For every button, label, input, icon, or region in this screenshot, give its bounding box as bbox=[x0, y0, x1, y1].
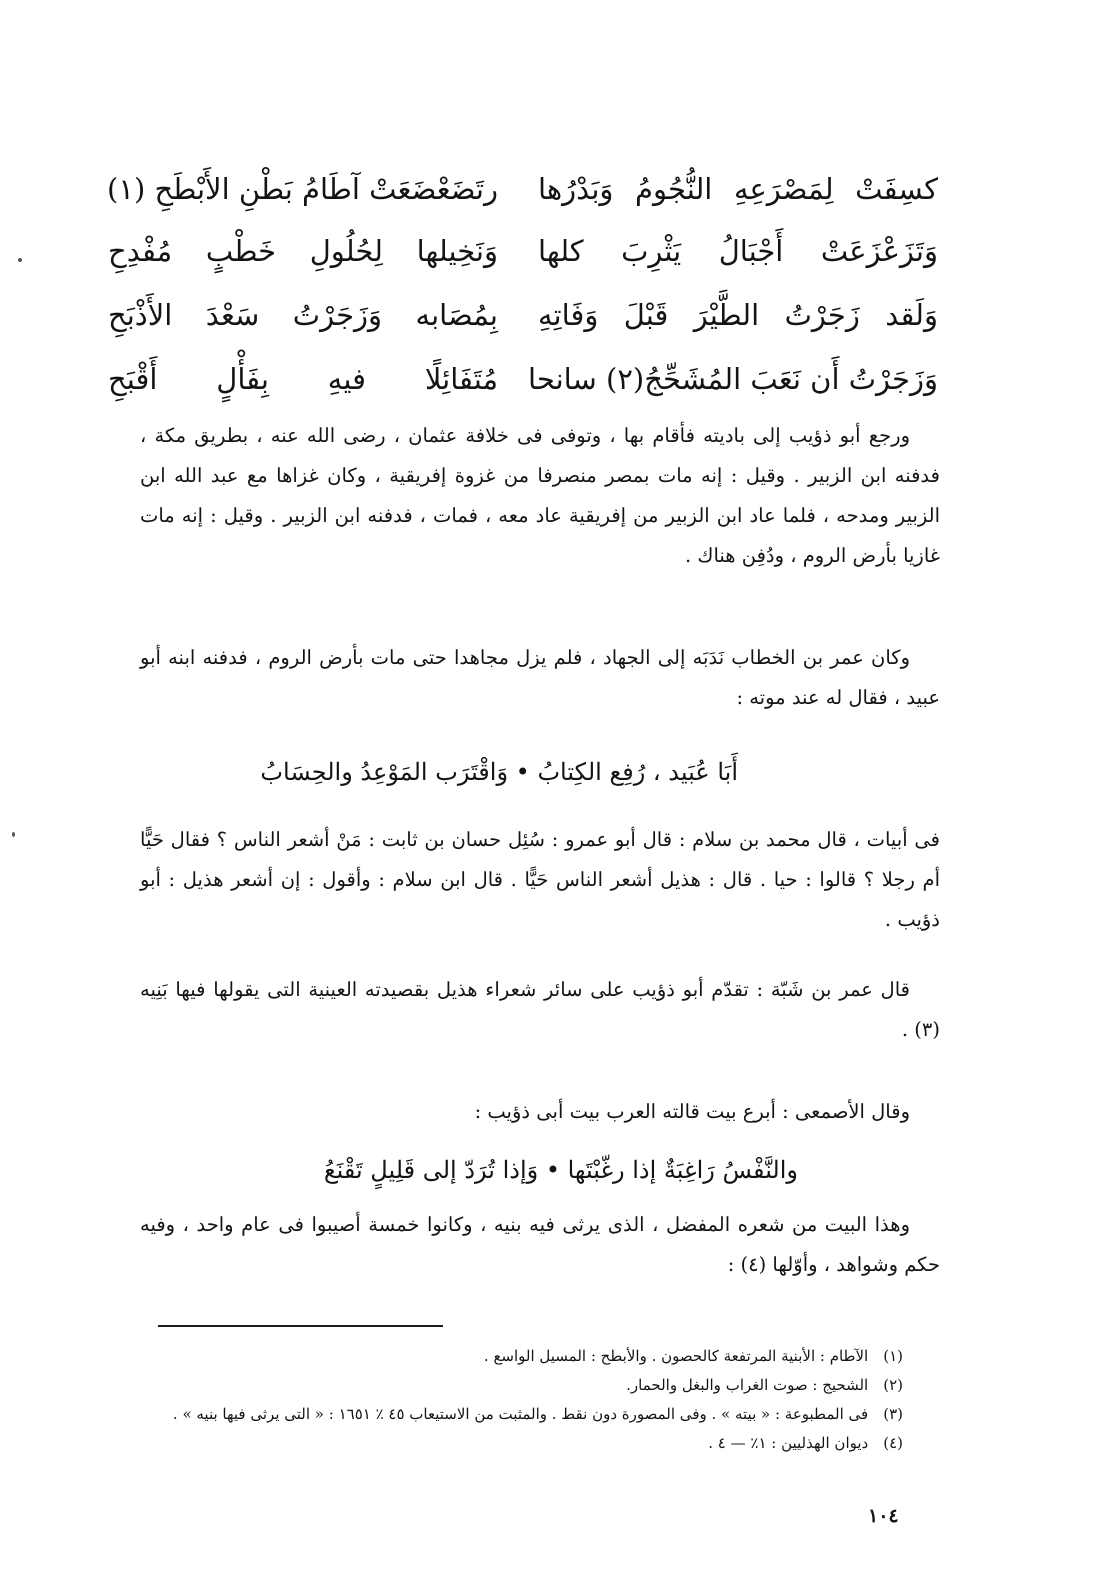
footnote-3 bbox=[123, 1400, 903, 1429]
poem-line-3 bbox=[0, 286, 1098, 344]
hemistich-first: كسِفَتْ لِمَصْرَعِهِ النُّجُومُ وَبَدْرُها bbox=[538, 172, 938, 206]
footnote-text: الشحيج : صوت الغراب والبغل والحمار. bbox=[626, 1376, 869, 1394]
footnote-number: (٤) bbox=[883, 1434, 903, 1452]
footnote-1 bbox=[123, 1342, 903, 1371]
footnote-text: ديوان الهذليين : ١٪ — ٤ . bbox=[708, 1434, 869, 1452]
footnotes bbox=[123, 1342, 903, 1458]
hemistich-second: وَنَخِيلها لِحُلُولِ خَطْبٍ مُفْدِحِ bbox=[108, 234, 498, 268]
footnote-text: الآطام : الأبنية المرتفعة كالحصون . والأبطح : المسيل الواسع . bbox=[483, 1347, 869, 1365]
footnote-4 bbox=[123, 1429, 903, 1458]
hemistich-first: وَزَجَرْتُ أَن نَعَبَ المُشَحِّجُ(٢) سانحا bbox=[528, 362, 938, 396]
poem-line-1 bbox=[0, 160, 1098, 218]
footnote-2 bbox=[123, 1371, 903, 1400]
hemistich-second: مُتَفَائِلًا فيهِ بِفَأْلٍ أَقْبَحِ bbox=[108, 362, 498, 396]
hemistich-second: رتَضَعْضَعَتْ آطَامُ بَطْنِ الأَبْطَحِ (١) bbox=[107, 172, 498, 206]
paragraph-death: ورجع أبو ذؤيب إلى باديته فأقام بها ، وتوفى فى خلافة عثمان ، رضى الله عنه ، بطريق مكة ، فدفنه ابن الزبير . وقيل : إنه مات بمصر منصرفا من غزوة إفريقية ، وكان غزاها مع عبد الله ابن الزبير ومدحه ، فلما عاد ابن الزبير من إفريقية عاد معه ، فمات ، فدفنه ابن الزبير . وقيل : إنه مات غازيا بأرض الروم ، ودُفِن هناك . bbox=[140, 424, 940, 567]
paragraph-hassan: فى أبيات ، قال محمد بن سلام : قال أبو عمرو : سُئِل حسان بن ثابت : مَنْ أشعر الناس ؟ فقال حَيًّا أم رجلا ؟ قالوا : حيا . قال : هذيل أشعر الناس حَيًّا . قال ابن سلام : وأقول : إن أشعر هذيل : أبو ذؤيب . bbox=[140, 828, 940, 931]
poem-line-4 bbox=[0, 350, 1098, 408]
paragraph-umar: وكان عمر بن الخطاب نَدَبَه إلى الجهاد ، فلم يزل مجاهدا حتى مات بأرض الروم ، فدفنه ابنه أبو عبيد ، فقال له عند موته : bbox=[140, 646, 940, 709]
footnote-text: فى المطبوعة : « بيته » . وفى المصورة دون نقط . والمثبت من الاستيعاب ٤٥ ٪ ١٦٥١ : « التى يرثى فيها بنيه » . bbox=[172, 1405, 869, 1423]
verse-nafs: والنَّفْسُ رَاغِبَةٌ إذا رغّبْتَها • وَإذا تُرَدّ إلى قَلِيلٍ تَقْنَعُ bbox=[323, 1156, 798, 1184]
paragraph-mufaddal: وهذا البيت من شعره المفضل ، الذى يرثى فيه بنيه ، وكانوا خمسة أصيبوا فى عام واحد ، وفيه حكم وشواهد ، وأوّلها (٤) : bbox=[140, 1213, 940, 1276]
hemistich-first: وَلَقد زَجَرْتُ الطَّيْرَ قَبْلَ وَفَاتِهِ bbox=[538, 298, 938, 332]
page-number: ١٠٤ bbox=[868, 1505, 899, 1527]
scan-speck bbox=[18, 258, 22, 262]
paragraph-shabba: قال عمر بن شَبّة : تقدّم أبو ذؤيب على سائر شعراء هذيل بقصيدته العينية التى يقولها فيها بَنِيه (٣) . bbox=[140, 978, 940, 1041]
scan-speck bbox=[12, 832, 15, 837]
footnote-divider bbox=[158, 1325, 443, 1327]
footnote-number: (١) bbox=[883, 1347, 903, 1365]
poem-line-2 bbox=[0, 222, 1098, 280]
paragraph-asmai: وقال الأصمعى : أبرع بيت قالته العرب بيت أبى ذؤيب : bbox=[474, 1100, 910, 1123]
hemistich-first: وَتَزَعْزَعَتْ أَجْبَالُ يَثْرِبَ كلها bbox=[538, 234, 938, 268]
footnote-number: (٢) bbox=[883, 1376, 903, 1394]
hemistich-second: بِمُصَابه وَزَجَرْتُ سَعْدَ الأَذْبَحِ bbox=[108, 298, 498, 332]
verse-abu-ubaid: أَبَا عُبَيد ، رُفِع الكِتابُ • وَاقْتَرَب المَوْعِدُ والحِسَابُ bbox=[260, 758, 738, 786]
footnote-number: (٣) bbox=[883, 1405, 903, 1423]
